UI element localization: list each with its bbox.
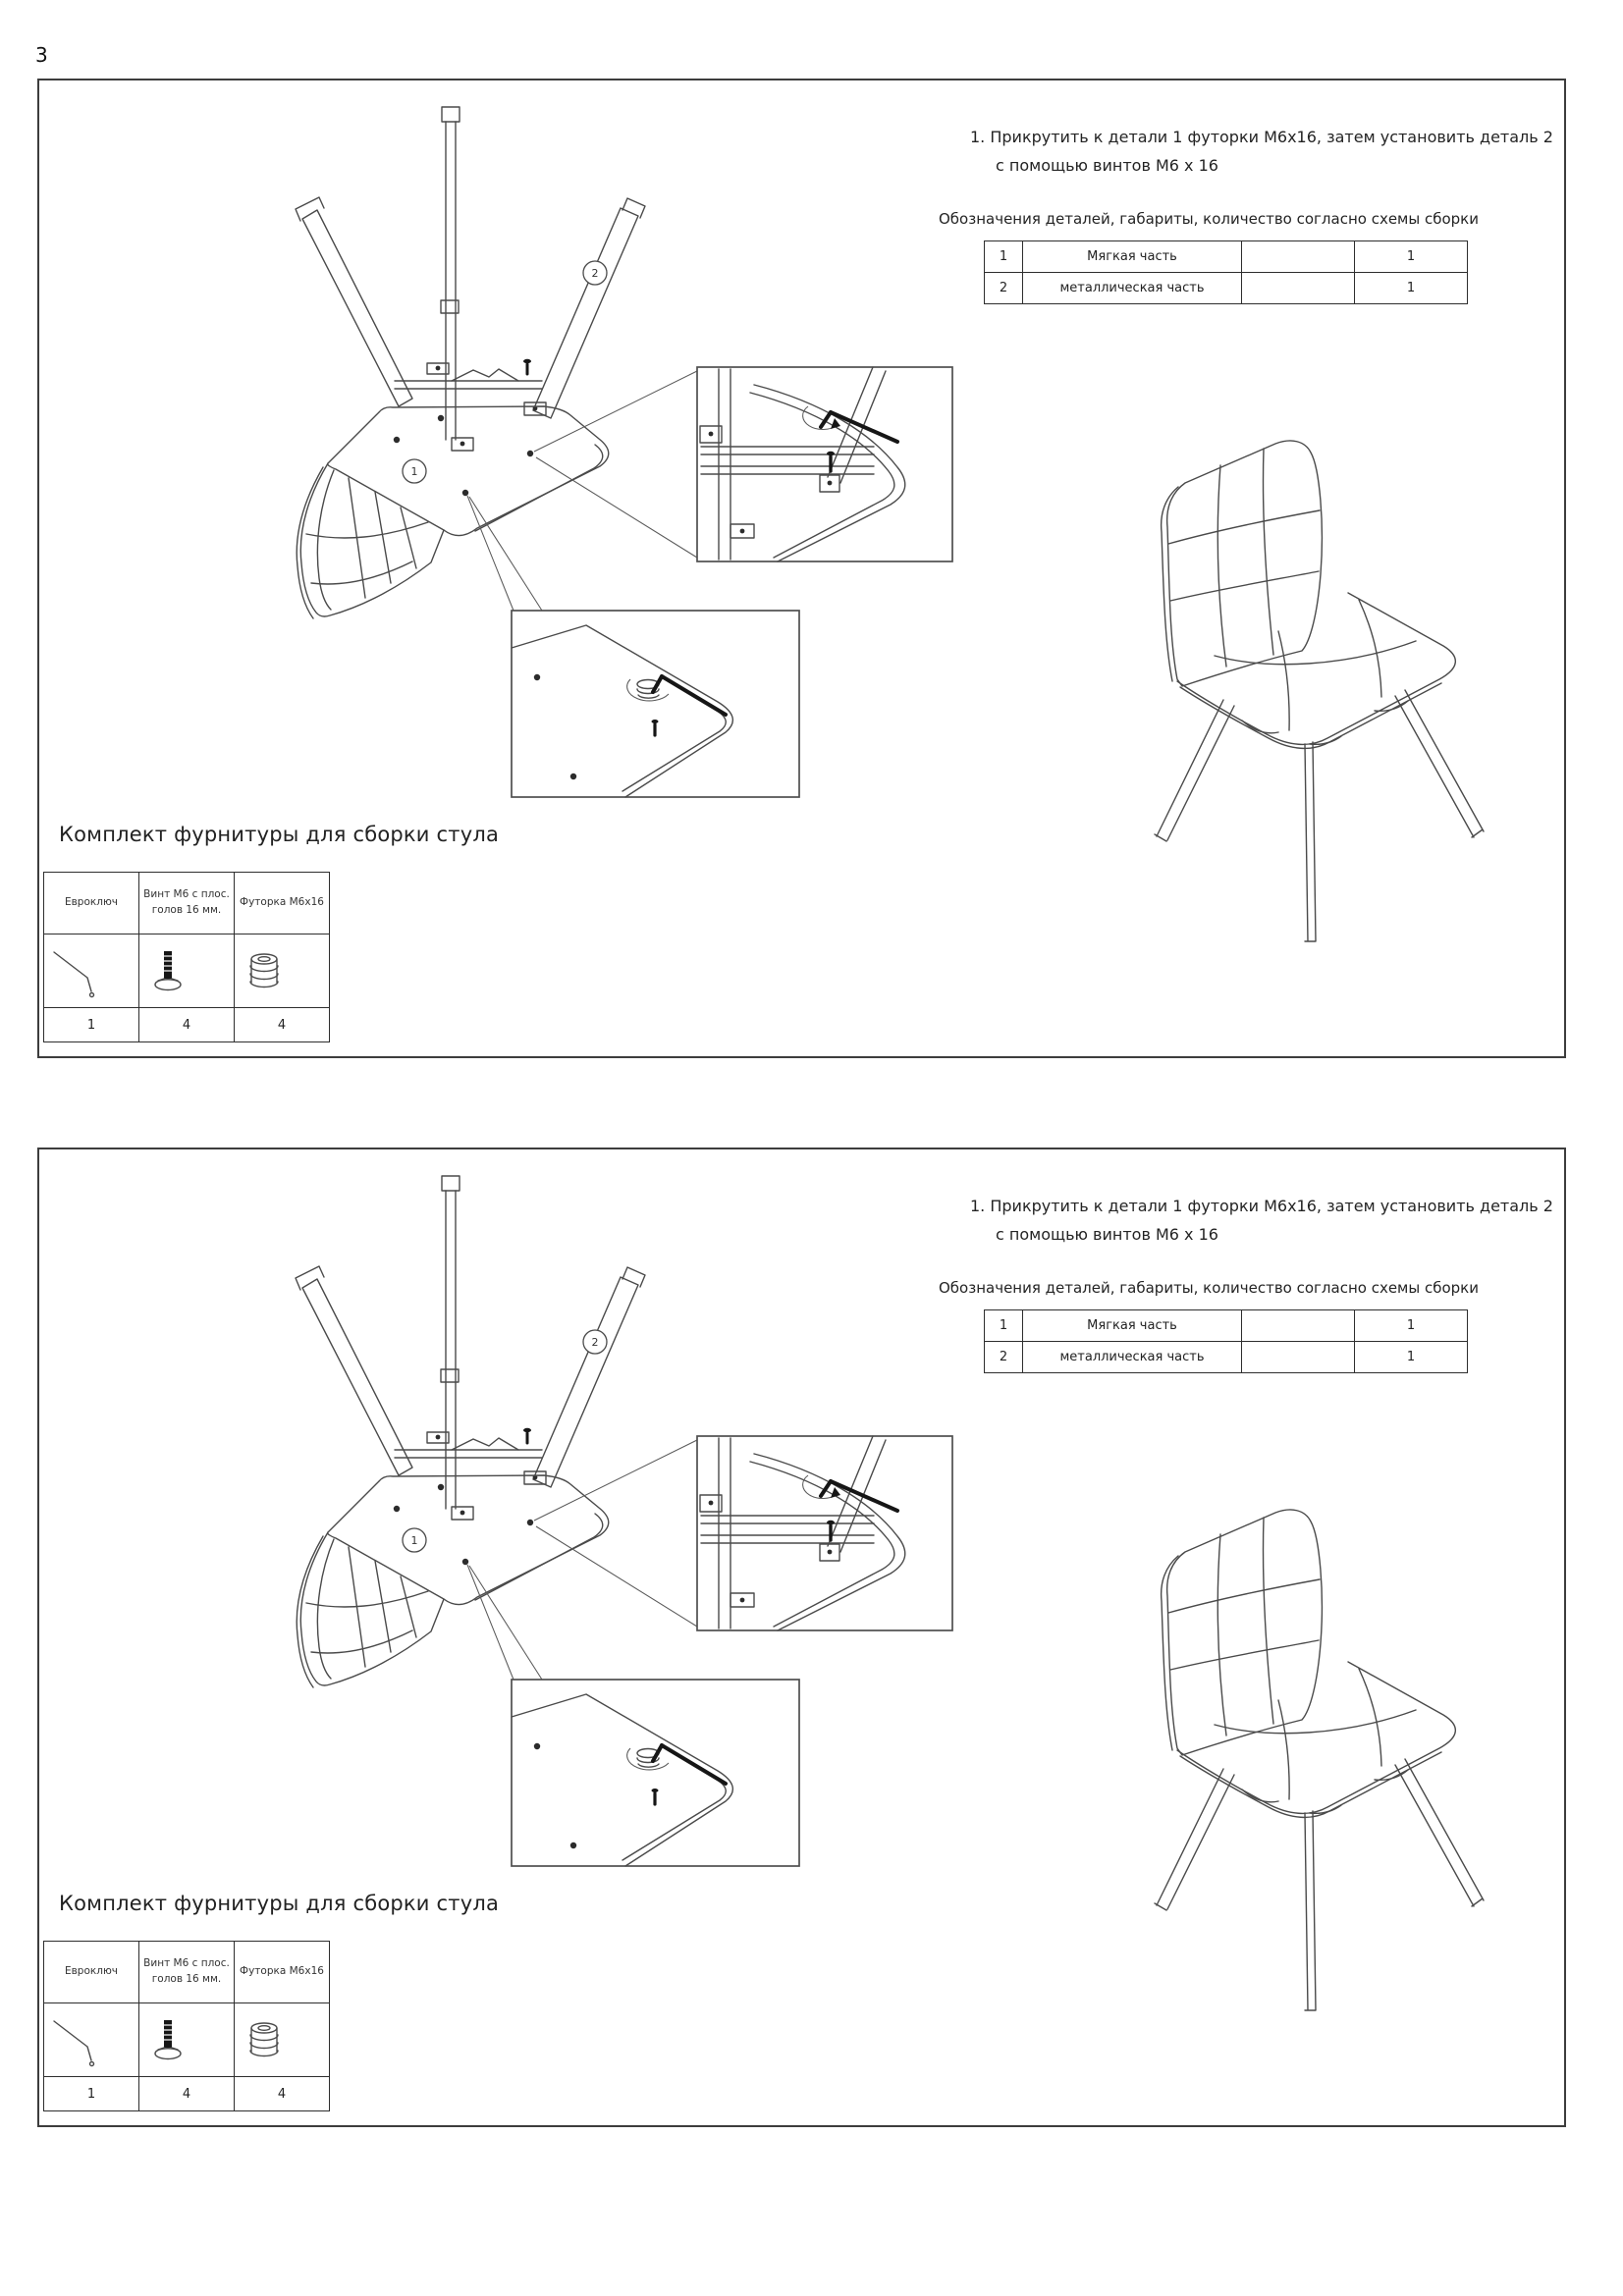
threaded-insert-icon: [237, 949, 292, 992]
part-number: 2: [985, 1342, 1023, 1373]
instruction-step: [970, 124, 1559, 181]
hardware-kit-title: Комплект фурнитуры для сборки стула: [59, 823, 500, 846]
assembly-step-panel-1: [37, 79, 1566, 1058]
hardware-qty: 4: [235, 1008, 330, 1042]
parts-table: [984, 1309, 1468, 1373]
screw-icon: [141, 2016, 194, 2063]
part-name: металлическая часть: [1023, 1342, 1242, 1373]
hardware-label: Футорка М6х16: [235, 1942, 330, 2003]
hardware-label: Винт М6 с плос. голов 16 мм.: [139, 873, 235, 934]
parts-table: [984, 240, 1468, 304]
instruction-line-2: с помощью винтов М6 х 16: [996, 1224, 1218, 1244]
part-dims: [1242, 273, 1355, 304]
table-row: [44, 2077, 330, 2111]
hex-key-icon: [46, 2009, 103, 2070]
hardware-label: Евроключ: [44, 873, 139, 934]
table-row: [985, 241, 1468, 273]
instruction-line-1: 1. Прикрутить к детали 1 футорки М6х16, затем установить деталь 2: [970, 1197, 1553, 1215]
table-row: [44, 873, 330, 934]
part-dims: [1242, 1342, 1355, 1373]
screw-icon: [141, 947, 194, 994]
assembly-step-panel-2: [37, 1148, 1566, 2127]
hardware-qty: 4: [235, 2077, 330, 2111]
instruction-step: [970, 1193, 1559, 1250]
threaded-insert-icon: [237, 2018, 292, 2061]
part-number: 1: [985, 241, 1023, 273]
part-number: 1: [985, 1310, 1023, 1342]
part-qty: 1: [1355, 273, 1468, 304]
part-dims: [1242, 1310, 1355, 1342]
instruction-line-2: с помощью винтов М6 х 16: [996, 155, 1218, 175]
hardware-qty: 1: [44, 2077, 139, 2111]
hardware-label: Винт М6 с плос. голов 16 мм.: [139, 1942, 235, 2003]
part-dims: [1242, 241, 1355, 273]
part-number: 2: [985, 273, 1023, 304]
hardware-kit-table: [43, 1941, 330, 2111]
table-row: [44, 934, 330, 1008]
part-name: Мягкая часть: [1023, 1310, 1242, 1342]
part-qty: 1: [1355, 241, 1468, 273]
page-number: 3: [35, 43, 48, 67]
hardware-kit-title: Комплект фурнитуры для сборки стула: [59, 1892, 500, 1915]
parts-note: Обозначения деталей, габариты, количество согласно схемы сборки: [939, 1279, 1479, 1297]
part-name: металлическая часть: [1023, 273, 1242, 304]
hardware-qty: 4: [139, 2077, 235, 2111]
instruction-line-1: 1. Прикрутить к детали 1 футорки М6х16, затем установить деталь 2: [970, 128, 1553, 146]
part-name: Мягкая часть: [1023, 241, 1242, 273]
hardware-label: Евроключ: [44, 1942, 139, 2003]
table-row: [44, 2003, 330, 2077]
parts-note: Обозначения деталей, габариты, количество согласно схемы сборки: [939, 210, 1479, 228]
hardware-kit-table: [43, 872, 330, 1042]
hardware-qty: 1: [44, 1008, 139, 1042]
hardware-label: Футорка М6х16: [235, 873, 330, 934]
table-row: [985, 1310, 1468, 1342]
table-row: [985, 273, 1468, 304]
hardware-qty: 4: [139, 1008, 235, 1042]
table-row: [985, 1342, 1468, 1373]
table-row: [44, 1942, 330, 2003]
part-qty: 1: [1355, 1342, 1468, 1373]
part-qty: 1: [1355, 1310, 1468, 1342]
hex-key-icon: [46, 940, 103, 1001]
table-row: [44, 1008, 330, 1042]
